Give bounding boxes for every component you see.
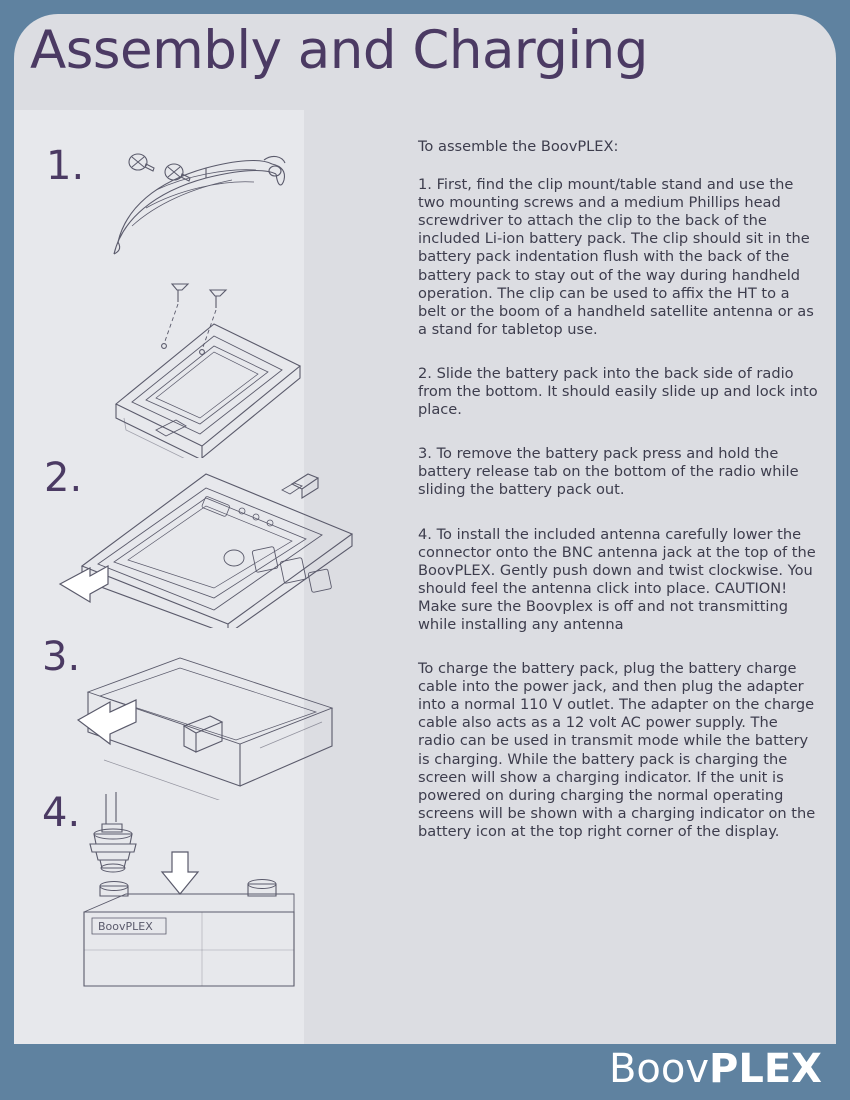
paragraph-step-2: 2. Slide the battery pack into the back side of radio from the bottom. It should easily slide up and lock into place. [418,364,818,419]
brand-logo [609,1046,822,1092]
press-arrow-icon [78,700,136,744]
footer [0,1044,850,1100]
paragraph-step-3: 3. To remove the battery pack press and hold the battery release tab on the bottom of the radio while sliding the battery pack out. [418,445,799,499]
device-logo-label: BoovPLEX [98,920,153,933]
illustration-clip-mount [96,130,316,270]
paragraph-intro: To assemble the BoovPLEX: [418,138,619,155]
step-number-1: 1. [46,143,85,189]
page-title: Assembly and Charging [30,20,648,81]
instructions-column [418,138,818,861]
step-number-4: 4. [42,790,81,836]
illustration-antenna-install [62,790,322,990]
screw-icon-1 [129,154,154,171]
header [0,14,822,110]
brand-part-plex: PLEX [709,1046,822,1092]
step-number-2: 2. [44,455,83,501]
illustration-battery-release [60,640,340,800]
slide-arrow-icon [60,566,108,602]
paragraph-charging: To charge the battery pack, plug the battery charge cable into the power jack, and then plug the adapter into a normal 110 V outlet. The adapter on the charge cable also acts as a 12 volt AC power supply. The radio can be used in transmit mode while the battery is charging. While the battery pack is charging the screen will show a charging indicator. If the unit is powered on during charging the normal operating screens will be shown with a charging indicator on the battery icon at the top right corner of the display. [418,660,816,840]
step-number-3: 3. [42,634,81,680]
paragraph-step-1: 1. First, find the clip mount/table stand and use the two mounting screws and a medium Phillips head screwdriver to attach the clip to the back of the included Li-ion battery pack. The clip should sit in the battery pack indentation flush with the back of the battery pack to stay out of the way during handheld operation. The clip can be used to affix the HT to a belt or the boom of a handheld satellite antenna or as a stand for tabletop use. [418,176,814,338]
brand-part-boov: Boov [608,1046,710,1092]
screw-icon-4 [210,290,226,308]
down-arrow-icon [162,852,198,894]
illustration-battery-pack [64,278,324,458]
illustration-radio-body [56,438,356,628]
paragraph-step-4: 4. To install the included antenna carefully lower the connector onto the BNC antenna jack at the top of the BoovPLEX. Gently push down and twist clockwise. You should feel the antenna click into place. CAUTION! Make sure the Boovplex is off and not transmitting while installing any antenna [418,525,816,633]
screw-icon-3 [172,284,188,302]
